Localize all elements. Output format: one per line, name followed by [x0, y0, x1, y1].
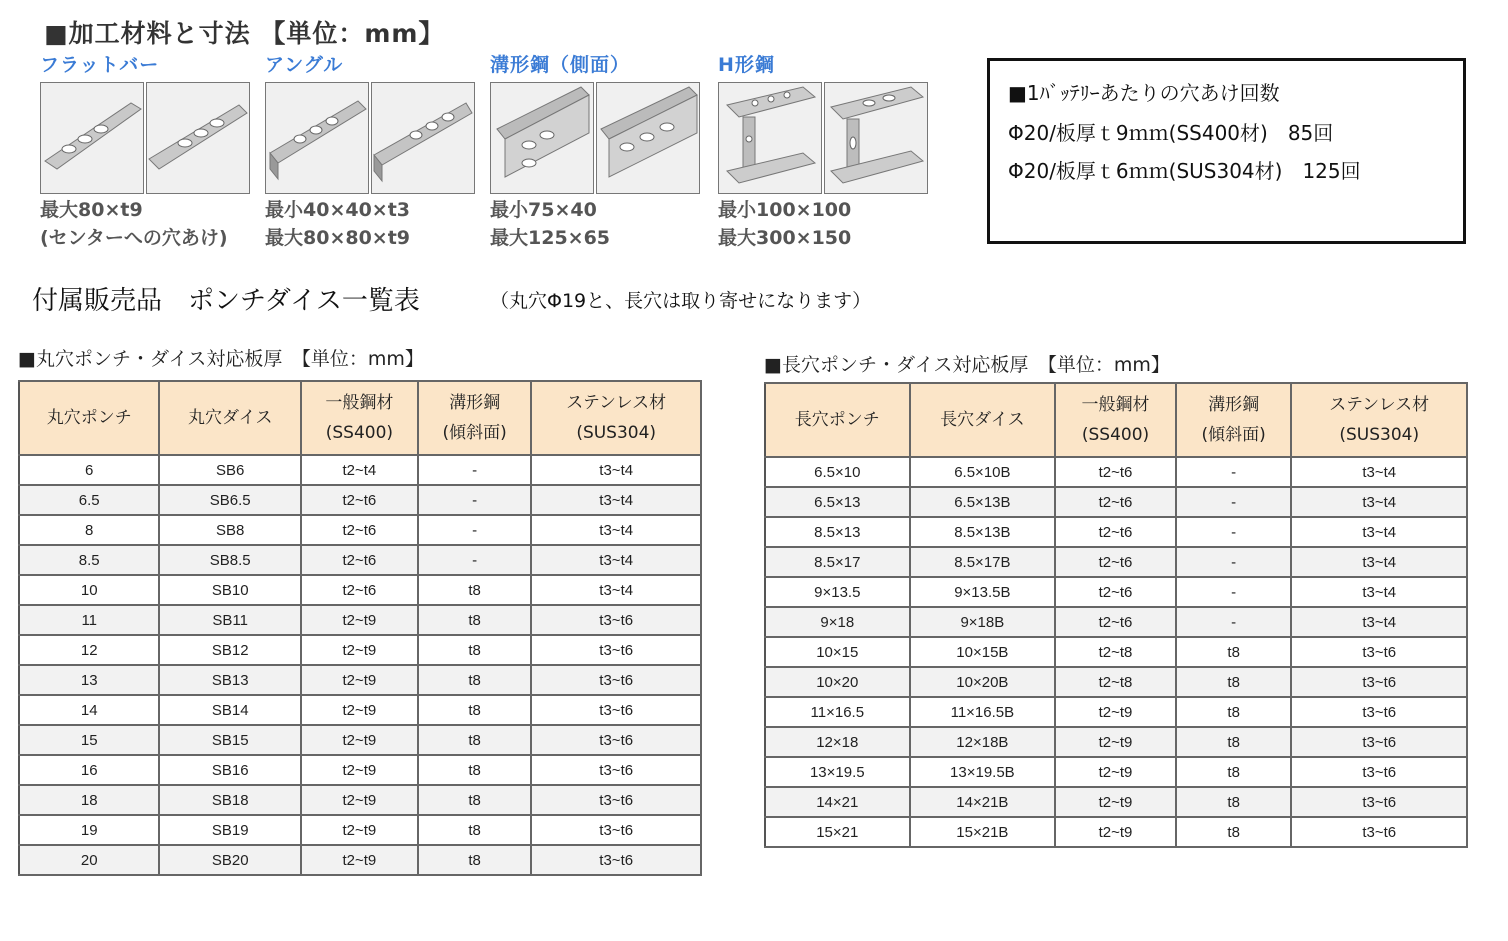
- material-caption: 最小75×40: [490, 199, 597, 221]
- material-h-beam: [718, 50, 928, 250]
- table-cell: t2~t9: [301, 815, 418, 845]
- table-cell: -: [1176, 577, 1292, 607]
- table-cell: 13×19.5: [765, 757, 910, 787]
- table-cell: t2~t9: [1055, 817, 1176, 847]
- table-cell: t3~t4: [1291, 487, 1467, 517]
- table-cell: 15×21: [765, 817, 910, 847]
- table-row: [19, 845, 701, 875]
- table-row: [765, 667, 1467, 697]
- table-cell: t2~t6: [1055, 577, 1176, 607]
- round-punch-table: [18, 380, 702, 876]
- table-cell: t8: [418, 785, 532, 815]
- table-cell: t8: [1176, 757, 1292, 787]
- table-cell: t3~t6: [531, 755, 701, 785]
- table-cell: t3~t6: [1291, 757, 1467, 787]
- table-cell: SB8: [159, 515, 301, 545]
- table-cell: t2~t9: [301, 665, 418, 695]
- table-cell: t3~t4: [1291, 607, 1467, 637]
- table-cell: SB18: [159, 785, 301, 815]
- column-header: 長穴ポンチ: [765, 383, 910, 457]
- table-cell: 14: [19, 695, 159, 725]
- table-cell: t3~t6: [531, 845, 701, 875]
- table-cell: SB15: [159, 725, 301, 755]
- battery-line: Φ20/板厚ｔ6ｍｍ(SUS304材) 125回: [1008, 159, 1361, 183]
- table-cell: SB11: [159, 605, 301, 635]
- table-cell: t2~t8: [1055, 637, 1176, 667]
- table-header-row: [765, 383, 1467, 457]
- table-cell: t2~t6: [1055, 487, 1176, 517]
- table-cell: t2~t9: [301, 725, 418, 755]
- material-label: フラットバー: [40, 54, 160, 76]
- table-cell: SB6.5: [159, 485, 301, 515]
- table-cell: t3~t4: [1291, 517, 1467, 547]
- table-cell: t3~t4: [531, 485, 701, 515]
- material-flat-bar: [40, 50, 250, 250]
- table-cell: -: [1176, 457, 1292, 487]
- table-cell: 6.5×13: [765, 487, 910, 517]
- table-row: [765, 487, 1467, 517]
- flat-bar-image: [146, 82, 250, 194]
- column-header: ステンレス材 (SUS304): [1291, 383, 1467, 457]
- table-cell: t8: [418, 665, 532, 695]
- table-cell: 15: [19, 725, 159, 755]
- table-cell: 14×21: [765, 787, 910, 817]
- table-cell: t2~t9: [1055, 757, 1176, 787]
- table-cell: t8: [1176, 817, 1292, 847]
- table-cell: t2~t9: [301, 605, 418, 635]
- table-cell: t3~t4: [1291, 457, 1467, 487]
- table-cell: t3~t6: [1291, 637, 1467, 667]
- column-header: 丸穴ダイス: [159, 381, 301, 455]
- table-cell: 9×18: [765, 607, 910, 637]
- column-header: 長穴ダイス: [910, 383, 1056, 457]
- table-cell: 8.5×17: [765, 547, 910, 577]
- table-cell: t3~t6: [531, 665, 701, 695]
- table-cell: t8: [418, 815, 532, 845]
- table-cell: 10: [19, 575, 159, 605]
- table-cell: 20: [19, 845, 159, 875]
- table-cell: t8: [418, 605, 532, 635]
- table-cell: t8: [1176, 667, 1292, 697]
- table-cell: t8: [418, 695, 532, 725]
- table-cell: 6: [19, 455, 159, 485]
- table-row: [765, 727, 1467, 757]
- table-cell: 12: [19, 635, 159, 665]
- table-row: [19, 815, 701, 845]
- material-caption: 最小40×40×t3: [265, 199, 411, 221]
- table-row: [19, 695, 701, 725]
- table-cell: 8.5×13B: [910, 517, 1056, 547]
- table-row: [19, 605, 701, 635]
- material-caption: 最小100×100: [718, 199, 852, 221]
- material-label: 溝形鋼（側面）: [490, 54, 631, 76]
- table-cell: 14×21B: [910, 787, 1056, 817]
- table-cell: -: [1176, 547, 1292, 577]
- table-cell: t2~t9: [1055, 727, 1176, 757]
- table-row: [765, 787, 1467, 817]
- table-cell: t3~t6: [531, 635, 701, 665]
- table-cell: -: [1176, 517, 1292, 547]
- angle-image: [371, 82, 475, 194]
- table-cell: t3~t4: [531, 455, 701, 485]
- table-row: [765, 607, 1467, 637]
- table-cell: 6.5: [19, 485, 159, 515]
- table-cell: 13: [19, 665, 159, 695]
- accessory-note: （丸穴Φ19と、長穴は取り寄せになります）: [490, 290, 872, 312]
- table-cell: 9×13.5: [765, 577, 910, 607]
- table-cell: SB6: [159, 455, 301, 485]
- table-row: [19, 785, 701, 815]
- column-header: ステンレス材 (SUS304): [531, 381, 701, 455]
- material-caption: 最大80×80×t9: [265, 227, 411, 249]
- table-cell: 11×16.5: [765, 697, 910, 727]
- table-cell: t8: [418, 635, 532, 665]
- material-caption: 最大80×t9: [40, 199, 143, 221]
- table-cell: 8.5: [19, 545, 159, 575]
- table-cell: t8: [418, 725, 532, 755]
- table-cell: SB20: [159, 845, 301, 875]
- column-header: 溝形鋼 (傾斜面): [1176, 383, 1292, 457]
- table-row: [765, 697, 1467, 727]
- table-cell: 11: [19, 605, 159, 635]
- material-caption: 最大300×150: [718, 227, 852, 249]
- table-cell: 19: [19, 815, 159, 845]
- table-cell: t2~t9: [301, 755, 418, 785]
- table-row: [19, 635, 701, 665]
- table-cell: 6.5×13B: [910, 487, 1056, 517]
- table-cell: t3~t4: [1291, 577, 1467, 607]
- table-row: [19, 545, 701, 575]
- flat-bar-image: [40, 82, 144, 194]
- material-angle: [265, 50, 475, 250]
- table-cell: t2~t9: [301, 695, 418, 725]
- table-cell: 12×18: [765, 727, 910, 757]
- table-cell: 18: [19, 785, 159, 815]
- table-cell: t8: [418, 575, 532, 605]
- long-punch-table: [764, 382, 1468, 848]
- table-cell: -: [418, 455, 532, 485]
- table-cell: SB16: [159, 755, 301, 785]
- battery-info-box: [987, 58, 1466, 244]
- table-cell: 10×15: [765, 637, 910, 667]
- table-cell: 9×13.5B: [910, 577, 1056, 607]
- table-cell: t3~t6: [531, 785, 701, 815]
- table-cell: 10×20B: [910, 667, 1056, 697]
- table-cell: t3~t6: [531, 725, 701, 755]
- table-cell: SB13: [159, 665, 301, 695]
- accessory-title: 付属販売品 ポンチダイス一覧表: [32, 286, 420, 316]
- table-cell: t8: [1176, 727, 1292, 757]
- round-table-title: ■丸穴ポンチ・ダイス対応板厚 【単位：mm】: [18, 348, 424, 370]
- table-cell: -: [418, 545, 532, 575]
- table-cell: t3~t6: [1291, 817, 1467, 847]
- table-cell: t8: [418, 845, 532, 875]
- table-row: [19, 755, 701, 785]
- table-cell: t2~t6: [1055, 517, 1176, 547]
- table-row: [19, 665, 701, 695]
- table-cell: t8: [1176, 697, 1292, 727]
- angle-image: [265, 82, 369, 194]
- table-cell: -: [418, 515, 532, 545]
- table-cell: t2~t6: [1055, 547, 1176, 577]
- table-cell: 15×21B: [910, 817, 1056, 847]
- table-cell: t2~t9: [301, 845, 418, 875]
- table-cell: t3~t6: [1291, 787, 1467, 817]
- table-cell: 16: [19, 755, 159, 785]
- table-cell: t3~t6: [1291, 727, 1467, 757]
- table-cell: -: [418, 485, 532, 515]
- table-cell: 9×18B: [910, 607, 1056, 637]
- material-label: H形鋼: [718, 54, 775, 76]
- column-header: 一般鋼材 (SS400): [301, 381, 418, 455]
- table-cell: t2~t9: [1055, 697, 1176, 727]
- table-row: [765, 817, 1467, 847]
- table-cell: 8.5×17B: [910, 547, 1056, 577]
- table-cell: 6.5×10: [765, 457, 910, 487]
- material-caption: (センターへの穴あけ): [40, 227, 228, 249]
- table-cell: -: [1176, 487, 1292, 517]
- channel-image: [490, 82, 594, 194]
- table-cell: t2~t6: [301, 485, 418, 515]
- table-cell: t2~t6: [1055, 607, 1176, 637]
- table-cell: SB12: [159, 635, 301, 665]
- table-cell: t3~t4: [531, 515, 701, 545]
- column-header: 一般鋼材 (SS400): [1055, 383, 1176, 457]
- material-label: アングル: [265, 54, 344, 76]
- table-cell: t3~t6: [1291, 667, 1467, 697]
- table-row: [765, 547, 1467, 577]
- table-cell: 8: [19, 515, 159, 545]
- table-cell: t3~t4: [531, 545, 701, 575]
- table-cell: t3~t4: [1291, 547, 1467, 577]
- table-row: [765, 517, 1467, 547]
- table-row: [19, 485, 701, 515]
- table-row: [19, 725, 701, 755]
- table-cell: -: [1176, 607, 1292, 637]
- table-cell: 10×15B: [910, 637, 1056, 667]
- battery-line: Φ20/板厚ｔ9ｍｍ(SS400材) 85回: [1008, 121, 1334, 145]
- table-cell: t3~t6: [1291, 697, 1467, 727]
- table-cell: t2~t8: [1055, 667, 1176, 697]
- table-cell: t2~t9: [1055, 787, 1176, 817]
- channel-image: [596, 82, 700, 194]
- long-table-title: ■長穴ポンチ・ダイス対応板厚 【単位：mm】: [764, 354, 1170, 376]
- table-cell: t8: [1176, 637, 1292, 667]
- battery-title: ■1ﾊﾞｯﾃﾘｰあたりの穴あけ回数: [1008, 81, 1280, 105]
- h-beam-image: [718, 82, 822, 194]
- table-row: [19, 515, 701, 545]
- table-cell: SB14: [159, 695, 301, 725]
- table-header-row: [19, 381, 701, 455]
- table-cell: 11×16.5B: [910, 697, 1056, 727]
- table-row: [19, 575, 701, 605]
- table-cell: 13×19.5B: [910, 757, 1056, 787]
- h-beam-image: [824, 82, 928, 194]
- table-cell: t3~t6: [531, 815, 701, 845]
- table-row: [765, 457, 1467, 487]
- material-channel: [490, 50, 700, 250]
- table-row: [765, 757, 1467, 787]
- table-cell: t8: [418, 755, 532, 785]
- table-cell: SB19: [159, 815, 301, 845]
- section-title: ■加工材料と寸法 【単位：mm】: [44, 19, 445, 48]
- material-caption: 最大125×65: [490, 227, 611, 249]
- column-header: 丸穴ポンチ: [19, 381, 159, 455]
- table-cell: 8.5×13: [765, 517, 910, 547]
- table-row: [19, 455, 701, 485]
- table-cell: SB8.5: [159, 545, 301, 575]
- table-cell: t3~t4: [531, 575, 701, 605]
- table-row: [765, 637, 1467, 667]
- table-cell: t3~t6: [531, 605, 701, 635]
- column-header: 溝形鋼 (傾斜面): [418, 381, 532, 455]
- table-cell: t2~t6: [301, 545, 418, 575]
- table-cell: SB10: [159, 575, 301, 605]
- table-row: [765, 577, 1467, 607]
- table-cell: t2~t6: [1055, 457, 1176, 487]
- table-cell: 12×18B: [910, 727, 1056, 757]
- table-cell: 10×20: [765, 667, 910, 697]
- table-cell: t3~t6: [531, 695, 701, 725]
- table-cell: t2~t9: [301, 635, 418, 665]
- table-cell: t2~t6: [301, 575, 418, 605]
- table-cell: t2~t4: [301, 455, 418, 485]
- table-cell: t2~t9: [301, 785, 418, 815]
- table-cell: t8: [1176, 787, 1292, 817]
- table-cell: 6.5×10B: [910, 457, 1056, 487]
- table-cell: t2~t6: [301, 515, 418, 545]
